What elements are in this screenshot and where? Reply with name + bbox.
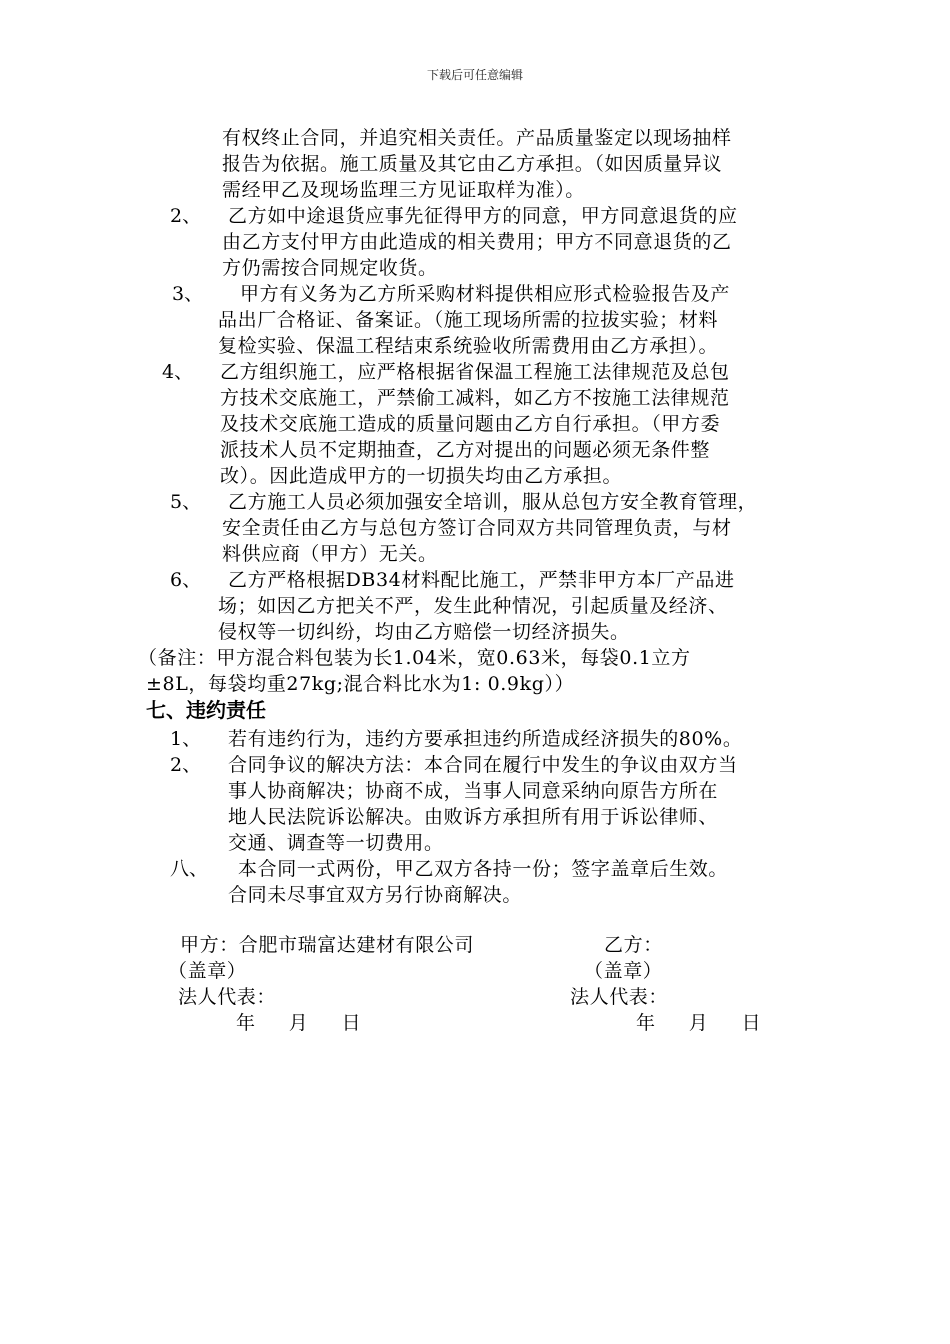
party-b-date: 年 月 日 xyxy=(636,1012,762,1034)
party-b-label: 乙方： xyxy=(604,934,663,956)
text-line: 乙方施工人员必须加强安全培训，服从总包方安全教育管理， xyxy=(228,491,758,513)
text-line: 料供应商（甲方）无关。 xyxy=(222,543,438,565)
party-a-label: 甲方：合肥市瑞富达建材有限公司 xyxy=(180,934,475,956)
text-line: 方技术交底施工，严禁偷工减料，如乙方不按施工法律规范 xyxy=(220,387,730,409)
party-a-seal: （盖章） xyxy=(168,960,247,982)
text-line: 品出厂合格证、备案证。（施工现场所需的拉拔实验；材料 xyxy=(218,309,719,331)
text-line: 报告为依据。施工质量及其它由乙方承担。（如因质量异议 xyxy=(222,153,723,175)
item-number: 5、 xyxy=(170,491,202,513)
text-line: 合同未尽事宜双方另行协商解决。 xyxy=(228,884,523,906)
text-line: 交通、调查等一切费用。 xyxy=(228,832,444,854)
text-line: 地人民法院诉讼解决。由败诉方承担所有用于诉讼律师、 xyxy=(228,806,719,828)
party-b-rep: 法人代表： xyxy=(570,986,669,1008)
text-line: 场；如因乙方把关不严，发生此种情况，引起质量及经济、 xyxy=(218,595,728,617)
party-b-seal: （盖章） xyxy=(584,960,663,982)
text-line: 改）。因此造成甲方的一切损失均由乙方承担。 xyxy=(220,465,623,487)
text-line: ±8L，每袋均重27kg;混合料比水为1: 0.9kg）） xyxy=(146,673,575,695)
text-line: 复检实验、保温工程结束系统验收所需费用由乙方承担）。 xyxy=(218,335,719,357)
item-number: 3、 xyxy=(172,283,204,305)
text-line: 乙方组织施工，应严格根据省保温工程施工法律规范及总包 xyxy=(220,361,730,383)
item-number: 4、 xyxy=(162,361,194,383)
text-line: 侵权等一切纠纷，均由乙方赔偿一切经济损失。 xyxy=(218,621,630,643)
item-number: 2、 xyxy=(170,754,202,776)
page-header-note: 下载后可任意编辑 xyxy=(426,68,523,82)
text-line: 及技术交底施工造成的质量问题由乙方自行承担。（甲方委 xyxy=(220,413,721,435)
item-number: 八、 xyxy=(170,858,209,880)
text-line: 甲方有义务为乙方所采购材料提供相应形式检验报告及产 xyxy=(240,283,731,305)
text-line: 事人协商解决；协商不成，当事人同意采纳向原告方所在 xyxy=(228,780,719,802)
text-line: 若有违约行为，违约方要承担违约所造成经济损失的80%。 xyxy=(228,728,743,750)
text-line: 方仍需按合同规定收货。 xyxy=(222,257,438,279)
text-line: 乙方严格根据DB34材料配比施工，严禁非甲方本厂产品进 xyxy=(228,569,735,591)
party-a-date: 年 月 日 xyxy=(236,1012,362,1034)
item-number: 6、 xyxy=(170,569,202,591)
text-line: 合同争议的解决方法：本合同在履行中发生的争议由双方当 xyxy=(228,754,738,776)
text-line: 有权终止合同，并追究相关责任。产品质量鉴定以现场抽样 xyxy=(222,127,732,149)
item-number: 2、 xyxy=(170,205,202,227)
text-line: 乙方如中途退货应事先征得甲方的同意，甲方同意退货的应 xyxy=(228,205,738,227)
party-a-rep: 法人代表： xyxy=(178,986,277,1008)
text-line: （备注：甲方混合料包装为长1.04米，宽0.63米，每袋0.1立方 xyxy=(138,647,691,669)
text-line: 需经甲乙及现场监理三方见证取样为准）。 xyxy=(222,179,585,201)
item-number: 1、 xyxy=(170,728,202,750)
text-line: 本合同一式两份，甲乙双方各持一份；签字盖章后生效。 xyxy=(238,858,729,880)
section-heading: 七、违约责任 xyxy=(146,698,266,722)
text-line: 派技术人员不定期抽查，乙方对提出的问题必须无条件整 xyxy=(220,439,711,461)
text-line: 由乙方支付甲方由此造成的相关费用；甲方不同意退货的乙 xyxy=(222,231,732,253)
text-line: 安全责任由乙方与总包方签订合同双方共同管理负责，与材 xyxy=(222,517,732,539)
